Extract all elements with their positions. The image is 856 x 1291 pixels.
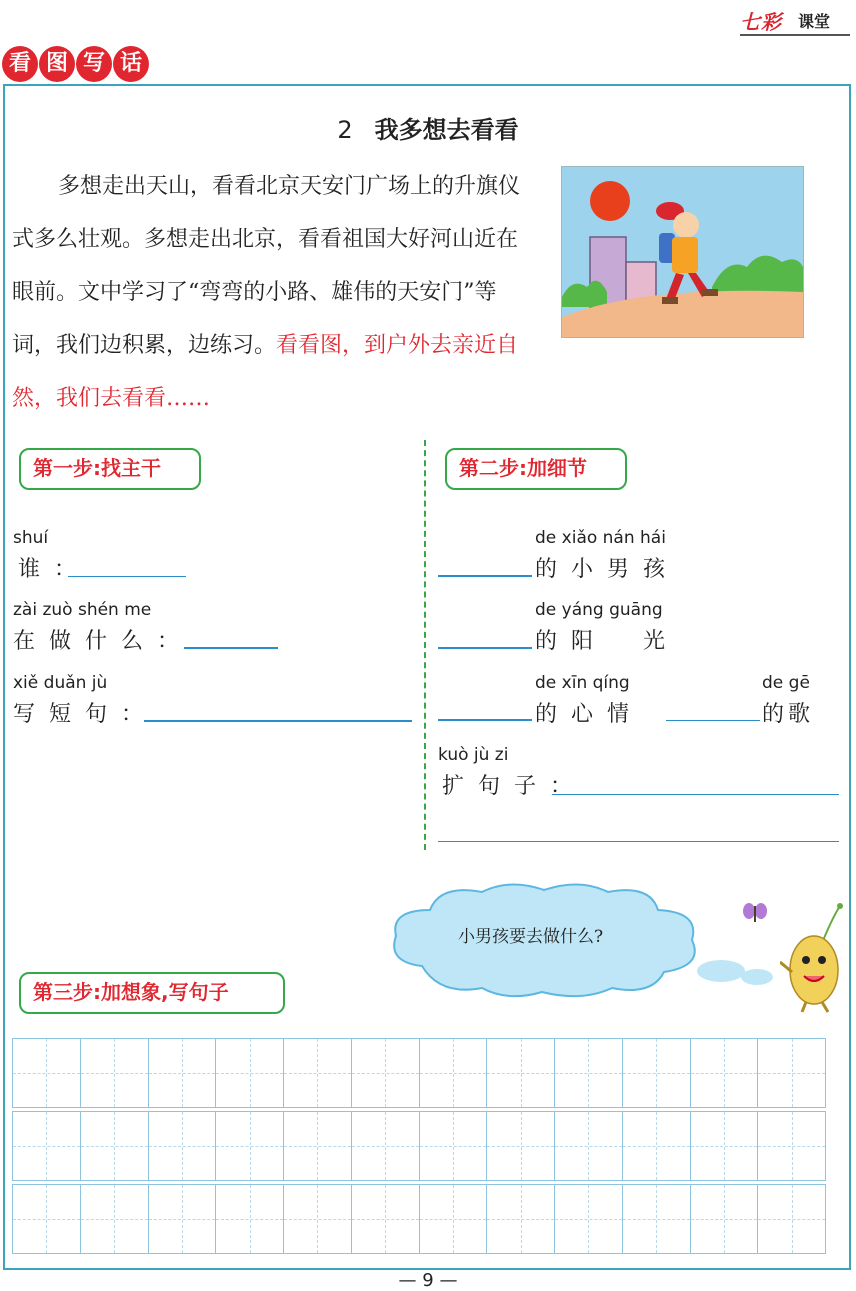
grid-cell[interactable] xyxy=(351,1185,419,1253)
pinyin-expand-sentence: kuò jù zi xyxy=(438,745,509,765)
label-short-sentence: 写短句： xyxy=(13,702,158,727)
grid-cell[interactable] xyxy=(419,1039,487,1107)
detail-mood-field[interactable] xyxy=(438,719,532,721)
grid-cell[interactable] xyxy=(622,1112,690,1180)
grid-cell[interactable] xyxy=(215,1039,283,1107)
grid-cell[interactable] xyxy=(80,1185,148,1253)
phrase-song: 的歌 xyxy=(762,702,815,727)
grid-cell[interactable] xyxy=(215,1112,283,1180)
grid-cell[interactable] xyxy=(148,1112,216,1180)
grid-cell[interactable] xyxy=(690,1039,758,1107)
grid-cell[interactable] xyxy=(419,1185,487,1253)
grid-cell[interactable] xyxy=(622,1185,690,1253)
intro-paragraph xyxy=(12,160,537,425)
pinyin-short-sentence: xiě duǎn jù xyxy=(13,673,108,693)
label-who: 谁： xyxy=(18,557,91,582)
writing-grid-row[interactable] xyxy=(12,1184,826,1254)
mascot-character xyxy=(780,900,848,1015)
grid-cell[interactable] xyxy=(148,1039,216,1107)
grid-cell[interactable] xyxy=(554,1112,622,1180)
grid-cell[interactable] xyxy=(351,1112,419,1180)
pinyin-song: de gē xyxy=(762,673,810,693)
grid-cell[interactable] xyxy=(554,1039,622,1107)
answer-doing-field[interactable] xyxy=(184,647,278,649)
grid-cell[interactable] xyxy=(486,1185,554,1253)
answer-who-field[interactable] xyxy=(68,576,186,577)
grid-cell[interactable] xyxy=(13,1039,80,1107)
phrase-sunshine: 的阳 光 xyxy=(535,629,680,654)
lesson-title xyxy=(0,110,856,145)
grid-cell[interactable] xyxy=(148,1185,216,1253)
grid-cell[interactable] xyxy=(13,1112,80,1180)
lesson-number: 2 xyxy=(337,116,353,144)
section-badge-char: 看 xyxy=(2,46,38,82)
grid-cell[interactable] xyxy=(486,1039,554,1107)
pinyin-sunshine: de yáng guāng xyxy=(535,600,663,620)
writing-grid-row[interactable] xyxy=(12,1111,826,1181)
grid-cell[interactable] xyxy=(283,1039,351,1107)
intro-text: 多想走出天山，看看北京天安门广场上的升旗仪式多么壮观。多想走出北京，看看祖国大好河山近在眼前。文中学习了“弯弯的小路、雄伟的天安门”等词，我们边积累，边练习。 xyxy=(12,174,521,358)
pinyin-mood: de xīn qíng xyxy=(535,673,630,693)
logo-mark: 七彩 xyxy=(740,10,782,34)
detail-sunshine-field[interactable] xyxy=(438,647,532,649)
grid-cell[interactable] xyxy=(80,1112,148,1180)
detail-song-field[interactable] xyxy=(666,720,760,721)
grid-cell[interactable] xyxy=(690,1112,758,1180)
grid-cell[interactable] xyxy=(215,1185,283,1253)
step1-label: 第一步:找主干 xyxy=(19,448,201,490)
grid-cell[interactable] xyxy=(419,1112,487,1180)
expand-sentence-field-1[interactable] xyxy=(552,794,839,795)
label-expand-sentence: 扩句子： xyxy=(442,774,587,799)
step3-label: 第三步:加想象,写句子 xyxy=(19,972,285,1014)
grid-cell[interactable] xyxy=(283,1185,351,1253)
grid-cell[interactable] xyxy=(757,1185,825,1253)
detail-boy-field[interactable] xyxy=(438,575,532,577)
grid-cell[interactable] xyxy=(757,1112,825,1180)
phrase-mood: 的心情 xyxy=(535,702,644,727)
grid-cell[interactable] xyxy=(757,1039,825,1107)
pinyin-little-boy: de xiǎo nán hái xyxy=(535,528,666,548)
step2-label: 第二步:加细节 xyxy=(445,448,627,490)
grid-cell[interactable] xyxy=(13,1185,80,1253)
logo-underline xyxy=(740,34,850,36)
grid-cell[interactable] xyxy=(80,1039,148,1107)
boy-walking-illustration xyxy=(561,166,804,338)
intro-highlight: 看看图，到户外去亲近自然，我们去看看…… xyxy=(12,333,519,411)
section-badge-char: 图 xyxy=(39,46,75,82)
section-badge-char: 话 xyxy=(113,46,149,82)
grid-cell[interactable] xyxy=(690,1185,758,1253)
butterfly-icon xyxy=(742,902,768,926)
lesson-title-text: 我多想去看看 xyxy=(374,116,519,144)
page-number: — 9 — xyxy=(398,1270,458,1291)
pinyin-who: shuí xyxy=(13,528,49,548)
phrase-little-boy: 的小男孩 xyxy=(535,557,680,582)
grid-cell[interactable] xyxy=(622,1039,690,1107)
section-badge-char: 写 xyxy=(76,46,112,82)
grid-cell[interactable] xyxy=(283,1112,351,1180)
publisher-logo xyxy=(740,6,850,32)
logo-text: 课堂 xyxy=(798,12,831,31)
pinyin-doing: zài zuò shén me xyxy=(13,600,152,620)
cloud-prompt-text: 小男孩要去做什么? xyxy=(458,927,604,947)
writing-grid-row[interactable] xyxy=(12,1038,826,1108)
column-divider xyxy=(424,440,426,850)
grid-cell[interactable] xyxy=(486,1112,554,1180)
label-doing: 在做什么： xyxy=(13,629,194,654)
small-clouds xyxy=(695,955,785,989)
expand-sentence-field-2[interactable] xyxy=(438,841,839,842)
grid-cell[interactable] xyxy=(351,1039,419,1107)
grid-cell[interactable] xyxy=(554,1185,622,1253)
answer-short-sentence-field[interactable] xyxy=(144,720,412,722)
